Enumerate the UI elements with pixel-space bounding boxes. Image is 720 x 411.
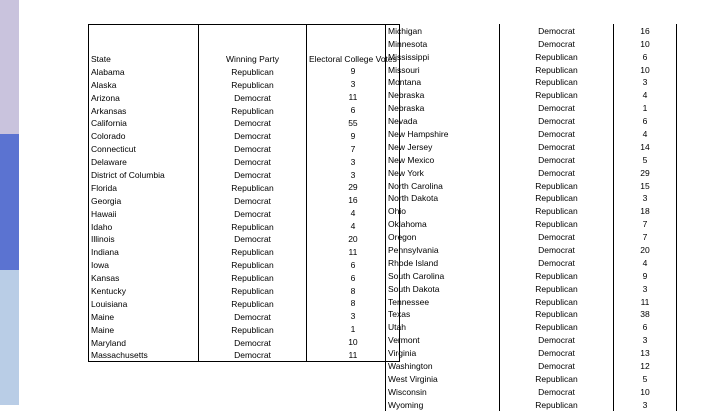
winning-party-cell: Republican <box>199 181 307 194</box>
winning-party-cell: Democrat <box>199 233 307 246</box>
state-cell: Arizona <box>89 91 199 104</box>
table-row <box>89 207 400 220</box>
table-row <box>386 256 677 269</box>
winning-party-cell: Democrat <box>500 37 614 50</box>
electoral-votes-cell: 9 <box>307 65 400 78</box>
table-row <box>386 204 677 217</box>
state-cell: Florida <box>89 181 199 194</box>
electoral-votes-cell: 20 <box>614 243 677 256</box>
state-cell: Georgia <box>89 194 199 207</box>
electoral-votes-cell: 6 <box>614 320 677 333</box>
table-row <box>386 282 677 295</box>
winning-party-cell: Republican <box>500 269 614 282</box>
state-cell: Minnesota <box>386 37 500 50</box>
state-cell: Kansas <box>89 271 199 284</box>
state-cell: North Dakota <box>386 192 500 205</box>
electoral-votes-cell: 11 <box>307 245 400 258</box>
electoral-votes-cell: 18 <box>614 204 677 217</box>
table-row <box>89 78 400 91</box>
table-row <box>386 308 677 321</box>
electoral-votes-cell: 6 <box>614 114 677 127</box>
table-row <box>89 349 400 362</box>
table-row <box>89 104 400 117</box>
electoral-votes-cell: 29 <box>614 166 677 179</box>
winning-party-cell: Democrat <box>199 168 307 181</box>
winning-party-cell: Democrat <box>199 336 307 349</box>
state-cell: Alabama <box>89 65 199 78</box>
state-cell: Texas <box>386 308 500 321</box>
electoral-votes-cell: 8 <box>307 284 400 297</box>
state-cell: Iowa <box>89 258 199 271</box>
winning-party-cell: Democrat <box>500 153 614 166</box>
winning-party-cell: Democrat <box>500 140 614 153</box>
state-cell: Nevada <box>386 114 500 127</box>
table-row <box>89 194 400 207</box>
winning-party-cell: Democrat <box>500 385 614 398</box>
state-cell: Connecticut <box>89 142 199 155</box>
table-row <box>386 359 677 372</box>
electoral-votes-cell: 4 <box>307 207 400 220</box>
table-row <box>89 323 400 336</box>
table-row <box>89 181 400 194</box>
winning-party-cell: Republican <box>500 88 614 101</box>
table-row <box>386 63 677 76</box>
table-row <box>386 385 677 398</box>
state-cell: Michigan <box>386 24 500 37</box>
winning-party-cell: Republican <box>500 295 614 308</box>
winning-party-cell: Republican <box>500 320 614 333</box>
table-row <box>89 245 400 258</box>
electoral-votes-cell: 10 <box>614 63 677 76</box>
electoral-votes-cell: 20 <box>307 233 400 246</box>
table-row <box>89 91 400 104</box>
electoral-votes-cell: 7 <box>307 142 400 155</box>
table-row <box>89 258 400 271</box>
state-cell: Nebraska <box>386 88 500 101</box>
electoral-votes-cell: 5 <box>614 153 677 166</box>
winning-party-cell: Republican <box>199 245 307 258</box>
electoral-votes-cell: 3 <box>307 155 400 168</box>
header-winning-party: Winning Party <box>199 25 307 66</box>
winning-party-cell: Democrat <box>500 127 614 140</box>
table-row <box>89 297 400 310</box>
table-row <box>386 179 677 192</box>
table-header-row <box>89 25 400 66</box>
state-cell: Maryland <box>89 336 199 349</box>
winning-party-cell: Democrat <box>500 24 614 37</box>
winning-party-cell: Republican <box>500 282 614 295</box>
table-row <box>89 284 400 297</box>
winning-party-cell: Republican <box>500 192 614 205</box>
header-electoral-votes: Electoral College Votes <box>307 25 400 66</box>
winning-party-cell: Democrat <box>500 333 614 346</box>
winning-party-cell: Republican <box>500 204 614 217</box>
winning-party-cell: Democrat <box>199 155 307 168</box>
winning-party-cell: Democrat <box>500 359 614 372</box>
state-cell: Pennsylvania <box>386 243 500 256</box>
state-cell: New York <box>386 166 500 179</box>
table-row <box>386 114 677 127</box>
winning-party-cell: Republican <box>500 372 614 385</box>
electoral-votes-cell: 9 <box>307 129 400 142</box>
state-cell: California <box>89 117 199 130</box>
electoral-votes-cell: 4 <box>307 220 400 233</box>
state-cell: Massachusetts <box>89 349 199 362</box>
table-row <box>386 346 677 359</box>
electoral-votes-cell: 10 <box>614 37 677 50</box>
electoral-votes-cell: 7 <box>614 217 677 230</box>
winning-party-cell: Republican <box>199 258 307 271</box>
electoral-votes-cell: 16 <box>307 194 400 207</box>
electoral-votes-cell: 6 <box>614 50 677 63</box>
winning-party-cell: Democrat <box>199 349 307 362</box>
state-cell: Ohio <box>386 204 500 217</box>
electoral-votes-cell: 6 <box>307 104 400 117</box>
table-row <box>386 295 677 308</box>
winning-party-cell: Republican <box>199 323 307 336</box>
winning-party-cell: Democrat <box>199 194 307 207</box>
electoral-votes-cell: 8 <box>307 297 400 310</box>
winning-party-cell: Republican <box>199 284 307 297</box>
winning-party-cell: Republican <box>199 104 307 117</box>
winning-party-cell: Democrat <box>199 142 307 155</box>
state-cell: Missouri <box>386 63 500 76</box>
state-cell: Nebraska <box>386 101 500 114</box>
table-row <box>386 333 677 346</box>
state-cell: Louisiana <box>89 297 199 310</box>
electoral-votes-cell: 1 <box>614 101 677 114</box>
table-row <box>89 233 400 246</box>
electoral-votes-cell: 3 <box>614 192 677 205</box>
table-row <box>386 24 677 37</box>
winning-party-cell: Democrat <box>500 114 614 127</box>
electoral-votes-cell: 7 <box>614 230 677 243</box>
slide-accent-band-bottom <box>0 270 19 405</box>
electoral-votes-cell: 55 <box>307 117 400 130</box>
winning-party-cell: Republican <box>199 65 307 78</box>
state-cell: West Virginia <box>386 372 500 385</box>
table-row <box>386 37 677 50</box>
table-row <box>89 155 400 168</box>
table-row <box>89 117 400 130</box>
winning-party-cell: Democrat <box>199 91 307 104</box>
state-cell: South Carolina <box>386 269 500 282</box>
state-cell: Maine <box>89 323 199 336</box>
state-cell: Maine <box>89 310 199 323</box>
electoral-votes-cell: 11 <box>614 295 677 308</box>
table-row <box>89 220 400 233</box>
state-cell: Wyoming <box>386 398 500 411</box>
electoral-votes-cell: 11 <box>307 91 400 104</box>
state-cell: Colorado <box>89 129 199 142</box>
state-cell: Arkansas <box>89 104 199 117</box>
electoral-votes-cell: 13 <box>614 346 677 359</box>
table-row <box>89 65 400 78</box>
table-row <box>89 129 400 142</box>
electoral-votes-cell: 10 <box>307 336 400 349</box>
table-row <box>386 320 677 333</box>
electoral-votes-cell: 29 <box>307 181 400 194</box>
winning-party-cell: Democrat <box>500 256 614 269</box>
state-cell: Virginia <box>386 346 500 359</box>
electoral-votes-cell: 3 <box>307 78 400 91</box>
slide-accent-band-middle <box>0 134 19 270</box>
winning-party-cell: Republican <box>500 179 614 192</box>
winning-party-cell: Democrat <box>500 346 614 359</box>
winning-party-cell: Democrat <box>199 310 307 323</box>
slide-accent-band-top <box>0 0 19 134</box>
winning-party-cell: Democrat <box>199 117 307 130</box>
winning-party-cell: Republican <box>199 220 307 233</box>
winning-party-cell: Republican <box>500 308 614 321</box>
state-cell: Alaska <box>89 78 199 91</box>
state-cell: Wisconsin <box>386 385 500 398</box>
state-cell: New Jersey <box>386 140 500 153</box>
table-row <box>89 271 400 284</box>
state-cell: Delaware <box>89 155 199 168</box>
electoral-votes-cell: 5 <box>614 372 677 385</box>
table-row <box>386 153 677 166</box>
electoral-votes-cell: 38 <box>614 308 677 321</box>
state-cell: New Mexico <box>386 153 500 166</box>
table-row <box>386 50 677 63</box>
electoral-votes-cell: 1 <box>307 323 400 336</box>
state-cell: Utah <box>386 320 500 333</box>
electoral-votes-cell: 3 <box>307 168 400 181</box>
header-state: State <box>89 25 199 66</box>
table-row <box>386 192 677 205</box>
state-cell: New Hampshire <box>386 127 500 140</box>
electoral-votes-cell: 3 <box>614 398 677 411</box>
winning-party-cell: Democrat <box>500 101 614 114</box>
table-row <box>386 166 677 179</box>
state-cell: Washington <box>386 359 500 372</box>
state-cell: Rhode Island <box>386 256 500 269</box>
electoral-votes-cell: 4 <box>614 127 677 140</box>
state-cell: Illinois <box>89 233 199 246</box>
table-row <box>386 217 677 230</box>
electoral-votes-cell: 15 <box>614 179 677 192</box>
electoral-votes-cell: 3 <box>307 310 400 323</box>
table-row <box>386 140 677 153</box>
state-cell: Vermont <box>386 333 500 346</box>
winning-party-cell: Democrat <box>199 129 307 142</box>
winning-party-cell: Republican <box>500 398 614 411</box>
state-cell: Oregon <box>386 230 500 243</box>
electoral-votes-cell: 3 <box>614 333 677 346</box>
winning-party-cell: Republican <box>500 50 614 63</box>
electoral-votes-cell: 6 <box>307 271 400 284</box>
winning-party-cell: Democrat <box>500 230 614 243</box>
table-row <box>386 127 677 140</box>
table-row <box>386 372 677 385</box>
electoral-votes-table-right <box>385 24 677 411</box>
state-cell: Kentucky <box>89 284 199 297</box>
electoral-votes-cell: 12 <box>614 359 677 372</box>
winning-party-cell: Republican <box>500 76 614 89</box>
table-row <box>386 76 677 89</box>
winning-party-cell: Republican <box>199 297 307 310</box>
electoral-votes-cell: 16 <box>614 24 677 37</box>
state-cell: South Dakota <box>386 282 500 295</box>
state-cell: North Carolina <box>386 179 500 192</box>
electoral-votes-cell: 4 <box>614 256 677 269</box>
table-row <box>89 168 400 181</box>
table-row <box>386 269 677 282</box>
state-cell: Oklahoma <box>386 217 500 230</box>
electoral-votes-cell: 6 <box>307 258 400 271</box>
table-row <box>89 336 400 349</box>
electoral-votes-cell: 4 <box>614 88 677 101</box>
table-row <box>386 88 677 101</box>
electoral-votes-cell: 3 <box>614 76 677 89</box>
state-cell: Indiana <box>89 245 199 258</box>
table-row <box>89 142 400 155</box>
winning-party-cell: Republican <box>500 217 614 230</box>
table-row <box>386 243 677 256</box>
table-row <box>386 398 677 411</box>
state-cell: Hawaii <box>89 207 199 220</box>
electoral-votes-cell: 3 <box>614 282 677 295</box>
winning-party-cell: Democrat <box>500 243 614 256</box>
state-cell: District of Columbia <box>89 168 199 181</box>
state-cell: Montana <box>386 76 500 89</box>
winning-party-cell: Republican <box>500 63 614 76</box>
table-row <box>386 230 677 243</box>
table-row <box>89 310 400 323</box>
winning-party-cell: Democrat <box>500 166 614 179</box>
table-row <box>386 101 677 114</box>
winning-party-cell: Republican <box>199 78 307 91</box>
state-cell: Idaho <box>89 220 199 233</box>
state-cell: Tennessee <box>386 295 500 308</box>
electoral-votes-cell: 10 <box>614 385 677 398</box>
electoral-votes-cell: 14 <box>614 140 677 153</box>
state-cell: Mississippi <box>386 50 500 63</box>
electoral-votes-cell: 11 <box>307 349 400 362</box>
winning-party-cell: Republican <box>199 271 307 284</box>
electoral-votes-cell: 9 <box>614 269 677 282</box>
electoral-votes-table-left <box>88 24 400 362</box>
winning-party-cell: Democrat <box>199 207 307 220</box>
